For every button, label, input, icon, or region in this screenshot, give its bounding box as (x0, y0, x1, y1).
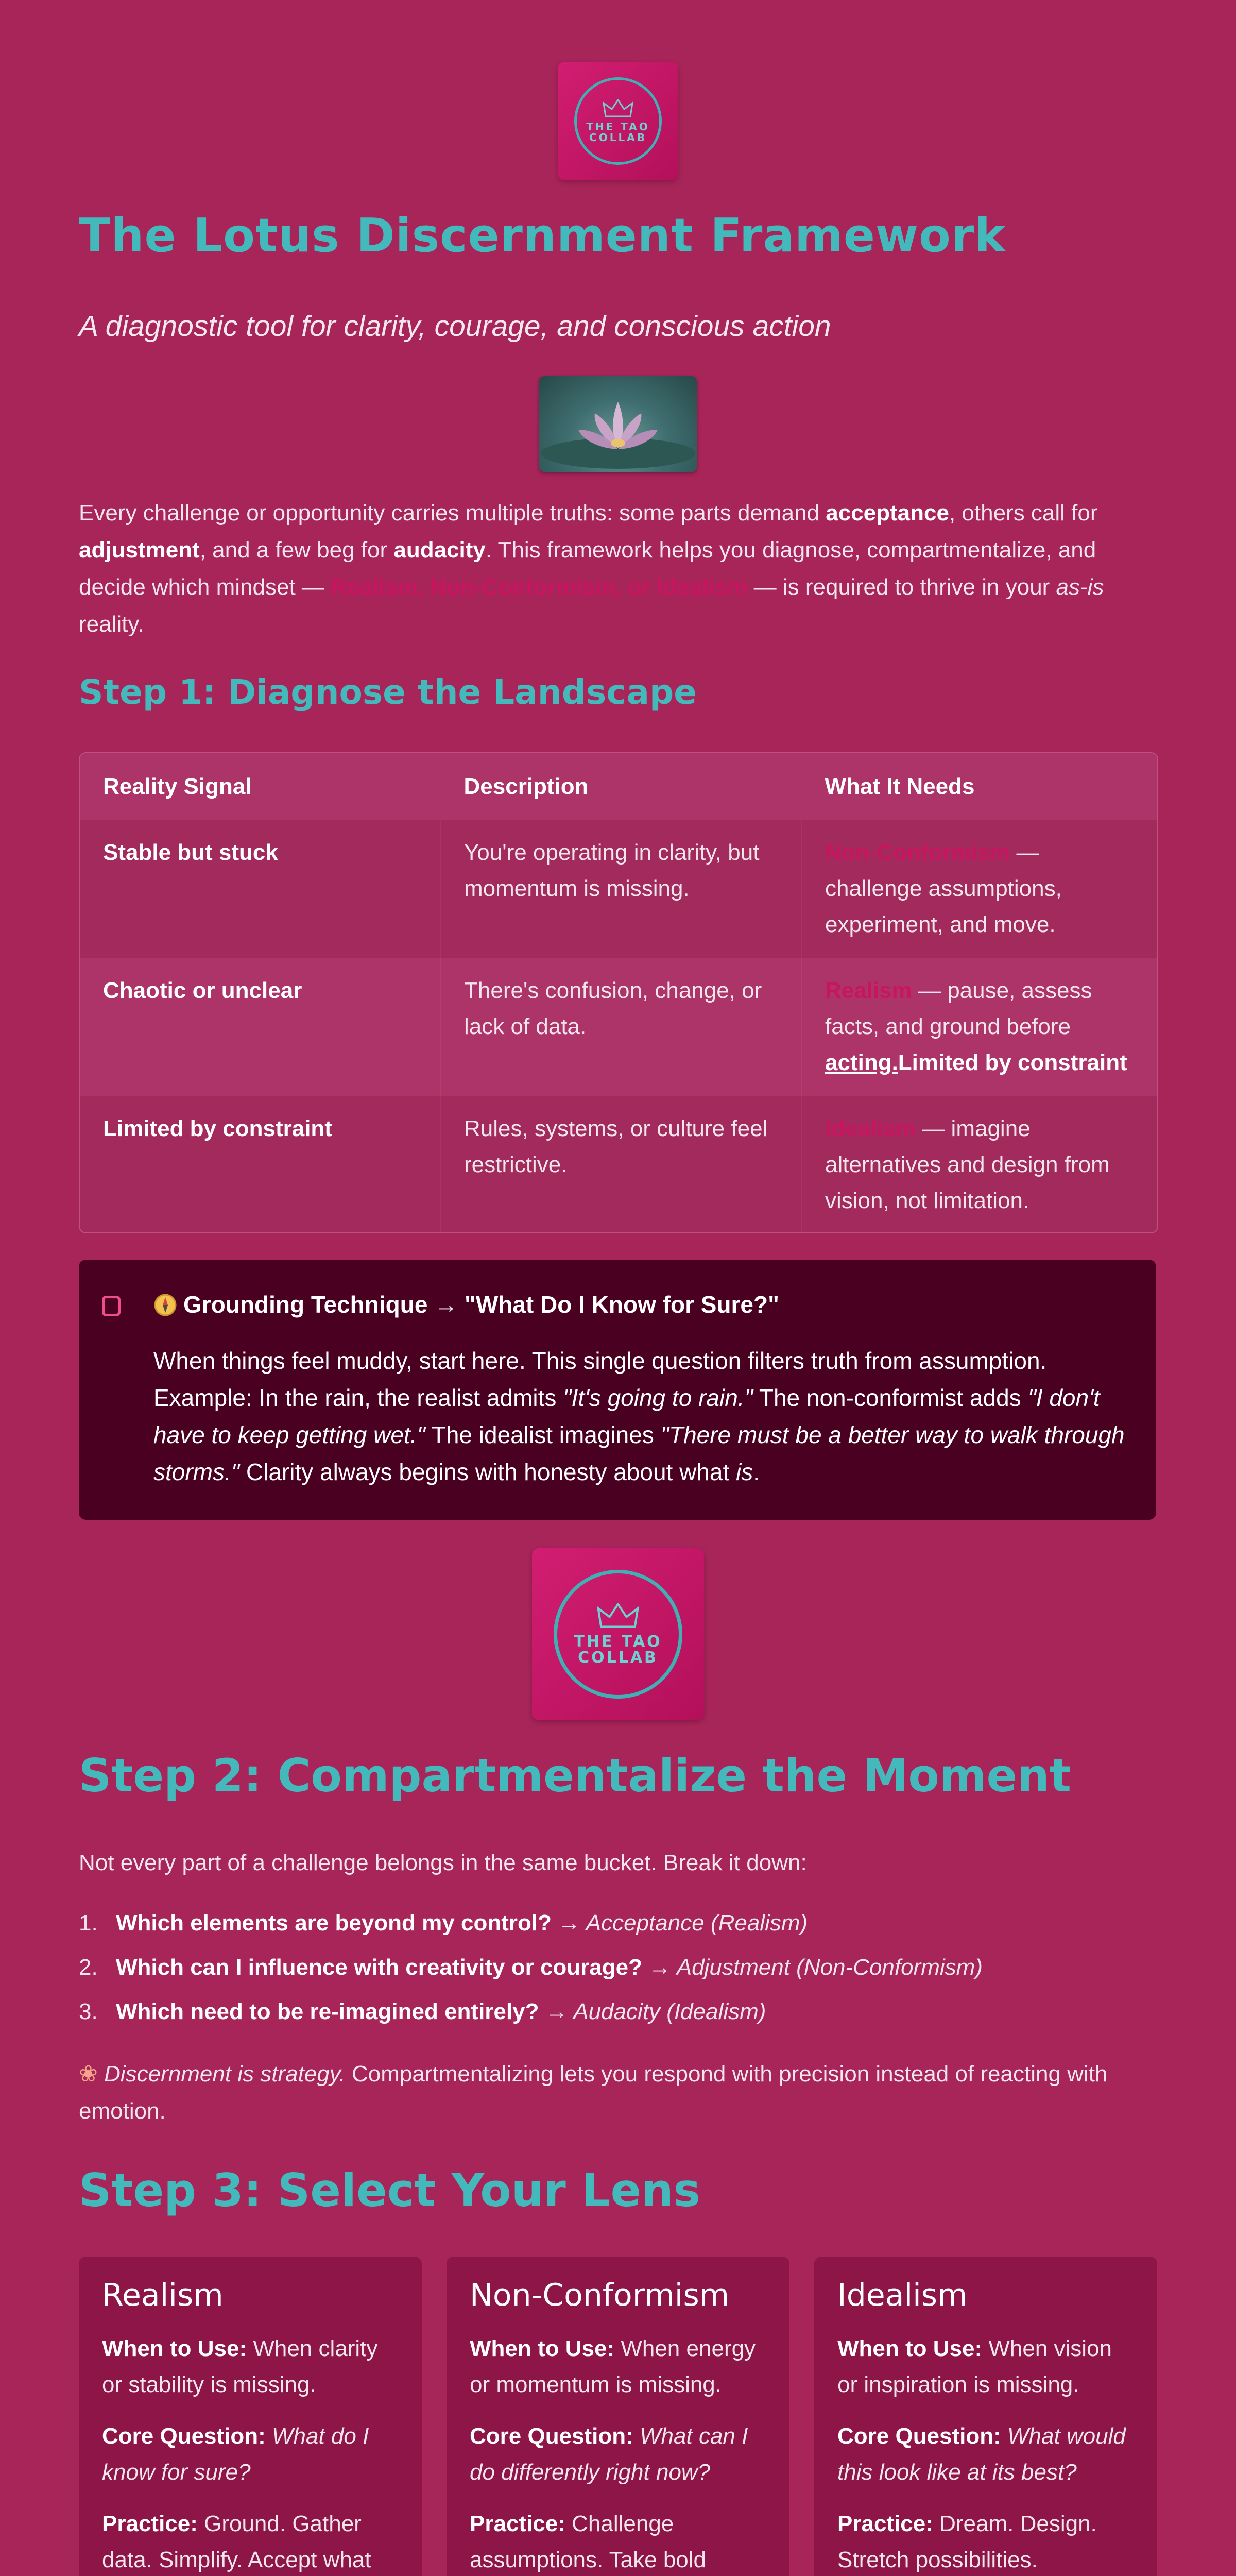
brand-logo (558, 62, 678, 180)
step3-heading: Step 3: Select Your Lens (79, 2164, 701, 2217)
table-header: What It Needs (802, 753, 1158, 820)
needs-cell: Realism — pause, assess facts, and ground before acting.Limited by constraint (802, 958, 1158, 1096)
lens-card-idealism: Idealism When to Use: When vision or inspiration is missing. Core Question: What would this look like at its best? Practice: Dream. Design. Stretch possibilities. (814, 2257, 1157, 2576)
compartment-list (79, 1901, 983, 2034)
crown-icon (596, 1603, 640, 1630)
intro-paragraph: Every challenge or opportunity carries multiple truths: some parts demand acceptance, others call for adjustment, and a few beg for audacity. This framework helps you diagnose, compartmentalize, and decide which mindset — Realism, Non-Conformism, or Idealism — is required to thrive in your as-is reality. (79, 500, 1104, 637)
table-header: Reality Signal (80, 753, 441, 820)
discernment-note: ❀ Discernment is strategy. Compartmentalizing lets you respond with precision instead of reacting with emotion. (79, 2061, 1108, 2124)
brand-line-2: COLLAB (578, 1649, 658, 1667)
acting-link[interactable]: acting. (825, 1050, 898, 1075)
lens-cards (79, 2257, 1157, 2576)
brand-line-1: THE TAO (574, 1632, 662, 1651)
step2-heading: Step 2: Compartmentalize the Moment (79, 1749, 1071, 1802)
note-icon (102, 1296, 121, 1316)
compass-icon (153, 1293, 177, 1317)
lotus-icon: ❀ (79, 2061, 98, 2087)
table-row (80, 820, 1157, 958)
page-subtitle: A diagnostic tool for clarity, courage, and conscious action (79, 310, 831, 343)
mindsets-highlight: Realism, Non-Conformism, or Idealism (331, 574, 748, 600)
reality-signal-cell: Limited by constraint (80, 1096, 441, 1233)
needs-cell: Non-Conformism — challenge assumptions, experiment, and move. (802, 820, 1158, 958)
list-item: 1. Which elements are beyond my control? → Acceptance (Realism) (79, 1910, 808, 1936)
step1-heading: Step 1: Diagnose the Landscape (79, 672, 697, 712)
brand-logo (532, 1548, 704, 1720)
lotus-image (539, 376, 697, 472)
reality-signal-cell: Chaotic or unclear (80, 958, 441, 1096)
diagnosis-table (79, 752, 1158, 1233)
crown-icon (603, 99, 633, 118)
list-item: 2. Which can I influence with creativity or courage? → Adjustment (Non-Conformism) (79, 1955, 983, 1980)
brand-line-2: COLLAB (589, 131, 647, 144)
table-row (80, 1096, 1157, 1233)
lens-title: Realism (102, 2277, 224, 2313)
brand-line-1: THE TAO (586, 121, 650, 133)
reality-signal-cell: Stable but stuck (80, 820, 441, 958)
list-item: 3. Which need to be re-imagined entirely? → Audacity (Idealism) (79, 1999, 766, 2024)
description-cell: There's confusion, change, or lack of data. (441, 958, 802, 1096)
step2-intro: Not every part of a challenge belongs in the same bucket. Break it down: (79, 1850, 807, 1875)
callout-text: When things feel muddy, start here. This single question filters truth from assumption. Example: In the rain, the realist admits "It's going to rain." The non-conformist adds "I don't have to keep getting wet." The idealist imagines "There must be a better way to walk through storms." Clarity always begins with honesty about what is. (153, 1347, 1125, 1485)
lens-title: Non-Conformism (470, 2277, 730, 2313)
description-cell: Rules, systems, or culture feel restrictive. (441, 1096, 802, 1233)
table-row (80, 958, 1157, 1096)
callout-title: Grounding Technique → "What Do I Know for Sure?" (153, 1291, 779, 1318)
page-title: The Lotus Discernment Framework (79, 209, 1006, 263)
grounding-callout (79, 1260, 1156, 1520)
lens-title: Idealism (837, 2277, 968, 2313)
lens-card-non-conformism: Non-Conformism When to Use: When energy or momentum is missing. Core Question: What can I do differently right now? Practice: Challenge assumptions. Take bold (447, 2257, 789, 2576)
description-cell: You're operating in clarity, but momentum is missing. (441, 820, 802, 958)
needs-cell: Idealism — imagine alternatives and design from vision, not limitation. (802, 1096, 1158, 1233)
table-header: Description (441, 753, 802, 820)
lens-card-realism: Realism When to Use: When clarity or stability is missing. Core Question: What do I know for sure? Practice: Ground. Gather data. Simplify. Accept what (79, 2257, 422, 2576)
